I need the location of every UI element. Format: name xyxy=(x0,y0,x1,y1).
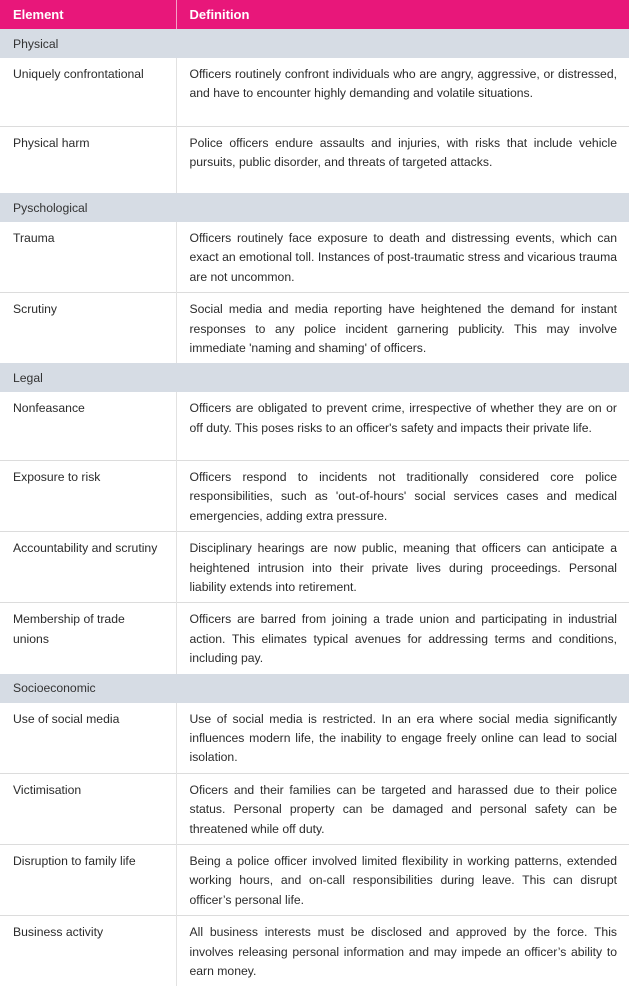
table-row xyxy=(0,703,629,774)
table-row xyxy=(0,222,629,293)
definition-cell: Oficers and their families can be targeted and harassed due to their police status. Personal property can be damaged and personal safety can be threatened while off duty. xyxy=(176,773,629,844)
element-cell: Trauma xyxy=(0,222,176,293)
section-title: Physical xyxy=(0,29,629,58)
definition-cell: Use of social media is restricted. In an era where social media significantly influences modern life, the inability to engage freely online can lead to social isolation. xyxy=(189,711,617,765)
section-row-physical xyxy=(0,29,629,58)
table-row xyxy=(0,392,629,460)
section-title: Socioeconomic xyxy=(0,674,629,703)
table-row xyxy=(0,126,629,193)
section-row-legal xyxy=(0,363,629,392)
table-row xyxy=(0,532,629,603)
definition-cell: Officers routinely confront individuals who are angry, aggressive, or distressed, and have to encounter highly demanding and volatile situations. xyxy=(189,67,617,101)
element-cell: Disruption to family life xyxy=(0,845,176,916)
section-title: Pyschological xyxy=(0,193,629,222)
element-cell: Victimisation xyxy=(0,773,176,844)
table-row xyxy=(0,773,629,844)
element-cell: Scrutiny xyxy=(0,293,176,364)
element-cell: Business activity xyxy=(0,916,176,986)
definition-cell: All business interests must be disclosed and approved by the force. This involves releasing personal information and may impede an officer’s ability to earn money. xyxy=(176,916,629,986)
element-cell: Use of social media xyxy=(0,703,176,774)
table-row xyxy=(0,845,629,916)
element-cell: Nonfeasance xyxy=(0,392,176,460)
element-cell: Uniquely confrontational xyxy=(0,58,176,126)
definition-cell: Officers respond to incidents not traditionally considered core police responsibilities, such as 'out-of-hours' social services cases and medical emergencies, adding extra pressure. xyxy=(176,460,629,531)
definition-cell: Police officers endure assaults and injuries, with risks that include vehicle pursuits, public disorder, and threats of targeted attacks. xyxy=(176,126,629,193)
definition-cell: Being a police officer involved limited flexibility in working patterns, extended working hours, and on-call responsibilities during leave. This can disrupt officer’s personal life. xyxy=(176,845,629,916)
header-element: Element xyxy=(0,0,176,29)
table-row xyxy=(0,916,629,986)
definition-cell: Disciplinary hearings are now public, meaning that officers can anticipate a heightened intrusion into their private lives during proceedings. Personal liability extends into retirement. xyxy=(176,532,629,603)
header-definition: Definition xyxy=(176,0,629,29)
table-header-row xyxy=(0,0,629,29)
definition-cell: Officers are obligated to prevent crime, irrespective of whether they are on or off duty. This poses risks to an officer's safety and impacts their private life. xyxy=(189,401,617,435)
table-row xyxy=(0,58,629,126)
table-row xyxy=(0,603,629,674)
section-title: Legal xyxy=(0,363,629,392)
section-row-socioeconomic xyxy=(0,674,629,703)
definition-cell: Social media and media reporting have heightened the demand for instant responses to any police incident garnering publicity. This may involve immediate 'naming and shaming' of officers. xyxy=(176,293,629,364)
definition-cell: Officers routinely face exposure to death and distressing events, which can exact an emotional toll. Instances of post-traumatic stress and vicarious trauma are not uncommon. xyxy=(189,231,617,284)
element-cell: Membership of trade unions xyxy=(0,603,176,674)
element-cell: Exposure to risk xyxy=(0,460,176,531)
table-row xyxy=(0,293,629,364)
table-row xyxy=(0,460,629,531)
element-cell: Physical harm xyxy=(0,126,176,193)
element-cell: Accountability and scrutiny xyxy=(0,532,176,603)
section-row-psychological xyxy=(0,193,629,222)
definition-cell: Officers are barred from joining a trade union and participating in industrial action. This elimates typical avenues for addressing terms and conditions, including pay. xyxy=(176,603,629,674)
